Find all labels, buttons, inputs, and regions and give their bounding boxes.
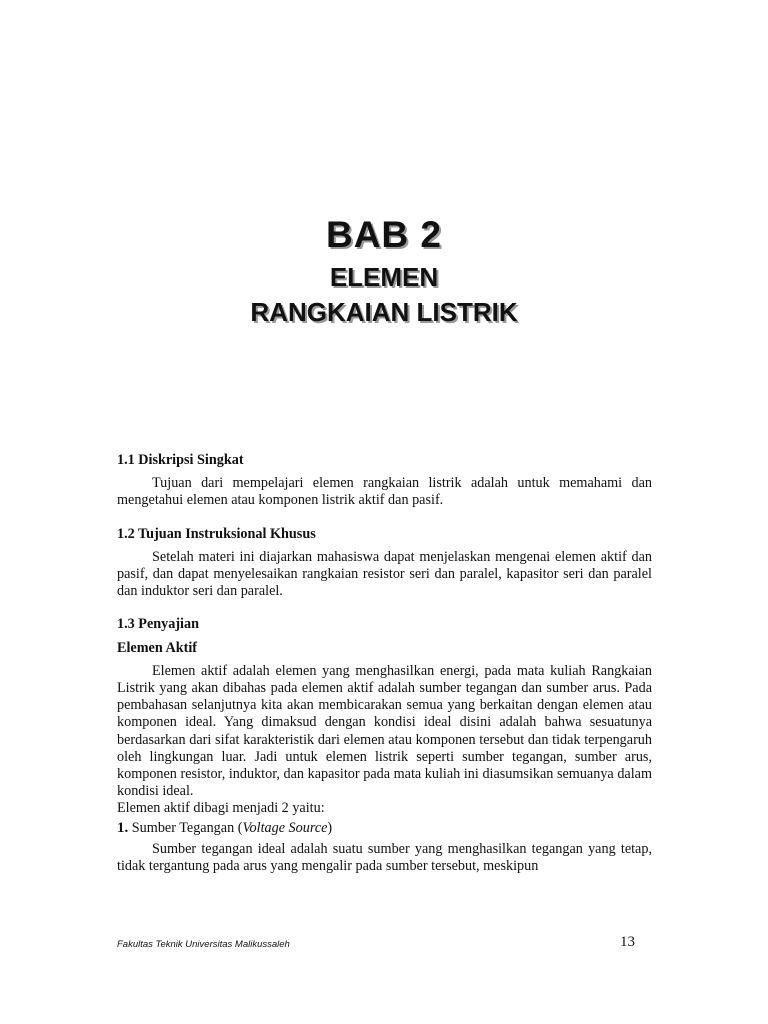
section-heading-1-1: 1.1 Diskripsi Singkat [117,452,244,468]
list-item-1-heading [117,820,652,837]
list-item-1-title-italic: Voltage Source [242,819,328,836]
list-intro: Elemen aktif dibagi menjadi 2 yaitu: [117,800,325,817]
footer-page-number: 13 [620,934,635,950]
section-body-1-1: Tujuan dari mempelajari elemen rangkaian listrik adalah untuk memahami dan mengetahui elemen atau komponen listrik aktif dan pasif. [117,475,652,509]
footer-institution: Fakultas Teknik Universitas Malikussaleh [117,939,290,950]
list-item-1-title-close: ) [327,819,333,836]
chapter-title-line1: ELEMEN [329,262,439,292]
list-item-1-body: Sumber tegangan ideal adalah suatu sumber yang menghasilkan tegangan yang tetap, tidak tergantung pada arus yang mengalir pada sumber tersebut, meskipun [117,840,652,875]
list-item-1-title: Sumber Tegangan ( [131,819,243,836]
chapter-label: BAB 2 [325,214,443,255]
list-item-1-number: 1. [117,819,129,836]
section-body-1-3: Elemen aktif adalah elemen yang menghasilkan energi, pada mata kuliah Rangkaian Listrik yang akan dibahas pada elemen aktif adalah sumber tegangan dan sumber arus. Pada pembahasan selanjutnya kita akan membicarakan semua yang berkaitan dengan elemen atau komponen ideal. Yang dimaksud dengan kondisi ideal disini adalah bahwa sesuatunya berdasarkan dari sifat karakteristik dari elemen atau komponen tersebut dan tidak terpengaruh oleh lingkungan luar. Jadi untuk elemen listrik seperti sumber tegangan, sumber arus, komponen resistor, induktor, dan kapasitor pada mata kuliah ini diasumsikan semuanya dalam kondisi ideal. [117,662,652,800]
page-body [117,452,652,875]
section-heading-1-2: 1.2 Tujuan Instruksional Khusus [117,525,316,542]
chapter-title-line2: RANGKAIAN LISTRIK [250,297,518,327]
section-heading-1-3: 1.3 Penyajian [117,616,199,633]
section-body-1-2: Setelah materi ini diajarkan mahasiswa dapat menjelaskan mengenai elemen aktif dan pasif, dan dapat menyelesaikan rangkaian resistor seri dan paralel, kapasitor seri dan paralel dan induktor seri dan paralel. [117,548,652,600]
subsection-heading-elemen-aktif: Elemen Aktif [117,639,197,656]
